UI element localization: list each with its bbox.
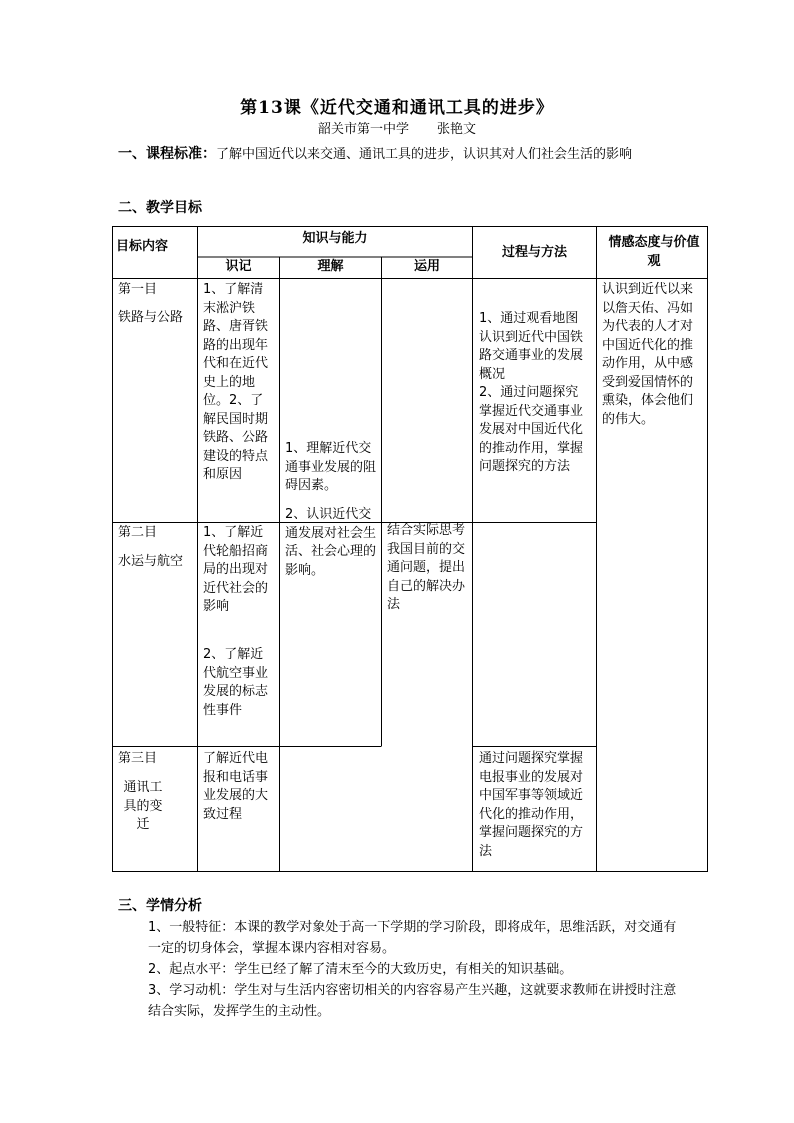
page-title: 第13课《近代交通和通讯工具的进步》: [240, 98, 554, 118]
goals-table: [112, 226, 708, 872]
emotion-text: 认识到近代以来以詹天佑、冯如为代表的人才对中国近代化的推动作用，从中感受到爱国情怀的熏染，体会他们的伟大。: [602, 282, 694, 427]
row3-topic: 通讯工具的变迁: [123, 780, 163, 832]
row2-remember-1: 1、了解近代轮船招商局的出现对近代社会的影响: [203, 525, 269, 614]
header-process: 过程与方法: [501, 245, 567, 260]
row1-remember: 1、了解清末淞沪铁路、唐胥铁路的出现年代和在近代史上的地位。2、了解民国时期铁路、公路建设的特点和原因: [203, 282, 269, 482]
row2-topic: 水运与航空: [118, 554, 184, 569]
header-remember: 识记: [225, 259, 252, 274]
analysis-item: 3、学习动机：学生对与生活内容密切相关的内容容易产生兴趣，这就要求教师在讲授时注意结合实际，发挥学生的主动性。: [148, 983, 677, 1019]
author-school: 韶关市第一中学: [317, 122, 409, 137]
analysis-heading: 三、学情分析: [118, 898, 202, 914]
header-emotion: 情感态度与价值观: [608, 235, 700, 269]
row3-label: 第三目: [118, 751, 158, 766]
apply-text: 结合实际思考我国目前的交通问题，提出自己的解决办法: [387, 523, 466, 612]
understand-2: 2、认识近代交通发展对社会生活、社会心理的影响。: [285, 507, 377, 578]
row2-label: 第二目: [118, 525, 158, 540]
row1-topic: 铁路与公路: [118, 310, 184, 325]
header-knowledge: 知识与能力: [302, 231, 368, 246]
standard-heading: 一、课程标准：: [118, 146, 216, 162]
analysis-item: 2、起点水平：学生已经了解了清末至今的大致历史，有相关的知识基础。: [148, 962, 573, 977]
curriculum-standard: [118, 141, 678, 168]
author-name: 张艳文: [437, 122, 477, 137]
row1-process: 1、通过观看地图认识到近代中国铁路交通事业的发展概况 2、通过问题探究掌握近代交通事业发展对中国近代化的推动作用，掌握问题探究的方法: [479, 311, 584, 474]
row1-label: 第一目: [118, 282, 158, 297]
goals-heading: 二、教学目标: [118, 200, 202, 216]
row2-remember-2: 2、了解近代航空事业发展的标志性事件: [203, 647, 269, 718]
author-line: [0, 118, 794, 137]
header-target: 目标内容: [116, 239, 169, 254]
row3-remember: 了解近代电报和电话事业发展的大致过程: [203, 751, 269, 822]
analysis-list: [118, 917, 688, 1022]
analysis-item: 1、一般特征：本课的教学对象处于高一下学期的学习阶段，即将成年，思维活跃，对交通有一定的切身体会，掌握本课内容相对容易。: [148, 920, 677, 956]
standard-text: 了解中国近代以来交通、通讯工具的进步，认识其对人们社会生活的影响: [216, 147, 633, 162]
understand-1: 1、理解近代交通事业发展的阻碍因素。: [285, 441, 377, 493]
header-apply: 运用: [413, 259, 440, 274]
row3-process: 通过问题探究掌握电报事业的发展对中国军事等领域近代化的推动作用，掌握问题探究的方法: [479, 751, 584, 859]
header-understand: 理解: [317, 259, 344, 274]
